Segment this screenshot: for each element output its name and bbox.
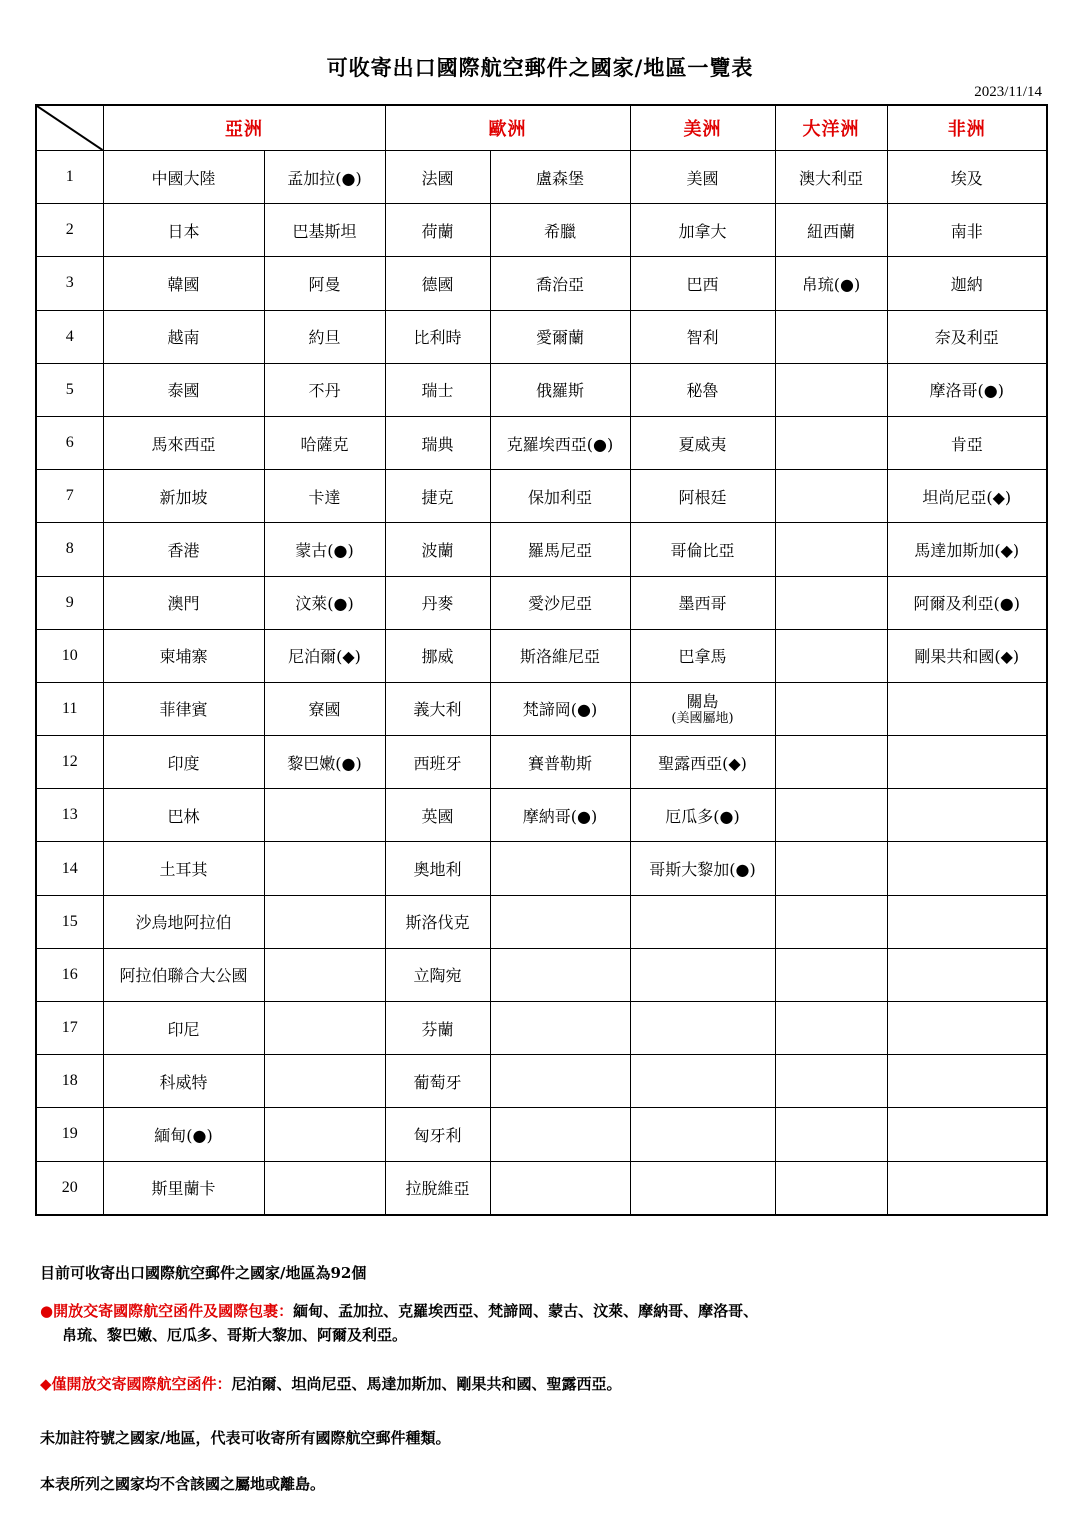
americas-cell: [630, 1055, 775, 1108]
oceania-cell: [775, 682, 887, 735]
table-row: [36, 204, 1047, 257]
table-row: [36, 1161, 1047, 1215]
asia-col2: 孟加拉(●): [264, 151, 385, 204]
americas-cell: 哥斯大黎加(●): [630, 842, 775, 895]
asia-col1: 沙烏地阿拉伯: [103, 895, 264, 948]
oceania-cell: [775, 576, 887, 629]
europe-col1: 瑞典: [385, 416, 490, 469]
row-number: 1: [36, 151, 103, 204]
europe-col1: 丹麥: [385, 576, 490, 629]
table-row: [36, 682, 1047, 735]
europe-col1: 法國: [385, 151, 490, 204]
europe-col2: 賽普勒斯: [490, 736, 630, 789]
americas-cell-main: 關島: [686, 691, 719, 711]
oceania-cell: [775, 363, 887, 416]
africa-cell: 迦納: [887, 257, 1047, 310]
asia-col2: 蒙古(●): [264, 523, 385, 576]
europe-col2: 愛爾蘭: [490, 310, 630, 363]
row-number: 7: [36, 470, 103, 523]
africa-cell: [887, 789, 1047, 842]
header-americas: 美洲: [630, 105, 775, 151]
row-number: 16: [36, 948, 103, 1001]
africa-cell: 馬達加斯加(◆): [887, 523, 1047, 576]
header-row: [36, 105, 1047, 151]
header-europe: 歐洲: [385, 105, 630, 151]
asia-col1: 韓國: [103, 257, 264, 310]
europe-col1: 荷蘭: [385, 204, 490, 257]
row-number: 15: [36, 895, 103, 948]
africa-cell: [887, 1108, 1047, 1161]
africa-cell: [887, 1161, 1047, 1215]
page-title: 可收寄出口國際航空郵件之國家/地區一覽表: [326, 55, 754, 80]
asia-col1: 越南: [103, 310, 264, 363]
europe-col1: 德國: [385, 257, 490, 310]
table-row: [36, 842, 1047, 895]
row-number: 4: [36, 310, 103, 363]
europe-col2: [490, 1055, 630, 1108]
asia-col1: 斯里蘭卡: [103, 1161, 264, 1215]
asia-col2: [264, 1055, 385, 1108]
row-number: 3: [36, 257, 103, 310]
oceania-cell: [775, 1161, 887, 1215]
americas-cell: 巴西: [630, 257, 775, 310]
africa-cell: [887, 895, 1047, 948]
africa-cell: [887, 682, 1047, 735]
exclusion-note: 本表所列之國家均不含該國之屬地或離島。: [40, 1475, 326, 1493]
africa-cell: [887, 948, 1047, 1001]
asia-col1: 泰國: [103, 363, 264, 416]
table-row: [36, 416, 1047, 469]
europe-col1: 西班牙: [385, 736, 490, 789]
table-row: [36, 948, 1047, 1001]
oceania-cell: 紐西蘭: [775, 204, 887, 257]
africa-cell: [887, 1002, 1047, 1055]
europe-col2: 喬治亞: [490, 257, 630, 310]
asia-col1: 馬來西亞: [103, 416, 264, 469]
africa-cell: [887, 736, 1047, 789]
header-africa: 非洲: [887, 105, 1047, 151]
oceania-cell: [775, 1108, 887, 1161]
publish-date: 2023/11/14: [974, 84, 1042, 100]
table-row: [36, 789, 1047, 842]
row-number: 13: [36, 789, 103, 842]
oceania-cell: [775, 736, 887, 789]
row-number: 14: [36, 842, 103, 895]
europe-col2: [490, 1161, 630, 1215]
asia-col1: 澳門: [103, 576, 264, 629]
oceania-cell: [775, 1002, 887, 1055]
europe-col1: 捷克: [385, 470, 490, 523]
oceania-cell: [775, 842, 887, 895]
asia-col2: 卡達: [264, 470, 385, 523]
row-number: 20: [36, 1161, 103, 1215]
asia-col2: 約旦: [264, 310, 385, 363]
europe-col1: 匈牙利: [385, 1108, 490, 1161]
table-row: [36, 1055, 1047, 1108]
europe-col2: 希臘: [490, 204, 630, 257]
unmarked-note: 未加註符號之國家/地區，代表可收寄所有國際航空郵件種類。: [40, 1429, 451, 1447]
europe-col2: [490, 948, 630, 1001]
table-row: [36, 257, 1047, 310]
circle-note-list-2: 帛琉、黎巴嫩、厄瓜多、哥斯大黎加、阿爾及利亞。: [62, 1326, 408, 1344]
asia-col1: 阿拉伯聯合大公國: [103, 948, 264, 1001]
asia-col1: 日本: [103, 204, 264, 257]
asia-col1: 菲律賓: [103, 682, 264, 735]
table-body: [36, 151, 1047, 1215]
americas-cell: [630, 1161, 775, 1215]
americas-cell: 墨西哥: [630, 576, 775, 629]
asia-col2: 尼泊爾(◆): [264, 629, 385, 682]
africa-cell: 摩洛哥(●): [887, 363, 1047, 416]
table-row: [36, 363, 1047, 416]
africa-cell: 南非: [887, 204, 1047, 257]
table-row: [36, 470, 1047, 523]
oceania-cell: [775, 895, 887, 948]
americas-cell: 巴拿馬: [630, 629, 775, 682]
asia-col1: 土耳其: [103, 842, 264, 895]
row-number: 2: [36, 204, 103, 257]
europe-col2: [490, 842, 630, 895]
americas-cell: 加拿大: [630, 204, 775, 257]
americas-cell: [630, 682, 775, 735]
americas-cell: [630, 895, 775, 948]
americas-cell: 夏威夷: [630, 416, 775, 469]
africa-cell: [887, 1055, 1047, 1108]
diamond-note-list: 尼泊爾、坦尚尼亞、馬達加斯加、剛果共和國、聖露西亞。: [231, 1375, 622, 1393]
americas-cell: [630, 1108, 775, 1161]
row-number: 12: [36, 736, 103, 789]
europe-col2: 盧森堡: [490, 151, 630, 204]
africa-cell: 埃及: [887, 151, 1047, 204]
circle-note: [40, 1299, 758, 1347]
europe-col2: 羅馬尼亞: [490, 523, 630, 576]
row-number: 9: [36, 576, 103, 629]
europe-col1: 葡萄牙: [385, 1055, 490, 1108]
africa-cell: 剛果共和國(◆): [887, 629, 1047, 682]
europe-col2: 克羅埃西亞(●): [490, 416, 630, 469]
asia-col1: 新加坡: [103, 470, 264, 523]
asia-col2: [264, 1002, 385, 1055]
europe-col1: 英國: [385, 789, 490, 842]
row-number: 18: [36, 1055, 103, 1108]
table-row: [36, 523, 1047, 576]
asia-col2: 阿曼: [264, 257, 385, 310]
asia-col2: [264, 1161, 385, 1215]
table-row: [36, 895, 1047, 948]
europe-col2: 梵諦岡(●): [490, 682, 630, 735]
asia-col2: 黎巴嫩(●): [264, 736, 385, 789]
table-row: [36, 151, 1047, 204]
row-number: 6: [36, 416, 103, 469]
oceania-cell: [775, 789, 887, 842]
americas-cell: 秘魯: [630, 363, 775, 416]
europe-col1: 瑞士: [385, 363, 490, 416]
americas-cell: 聖露西亞(◆): [630, 736, 775, 789]
asia-col1: 印度: [103, 736, 264, 789]
circle-note-label: ●開放交寄國際航空函件及國際包裹：: [40, 1302, 294, 1320]
europe-col1: 挪威: [385, 629, 490, 682]
americas-cell: 阿根廷: [630, 470, 775, 523]
table-row: [36, 310, 1047, 363]
header-oceania: 大洋洲: [775, 105, 887, 151]
row-number: 5: [36, 363, 103, 416]
asia-col1: 巴林: [103, 789, 264, 842]
europe-col2: 保加利亞: [490, 470, 630, 523]
table-row: [36, 1108, 1047, 1161]
asia-col2: 寮國: [264, 682, 385, 735]
row-number: 8: [36, 523, 103, 576]
asia-col1: 香港: [103, 523, 264, 576]
oceania-cell: [775, 629, 887, 682]
americas-cell: 厄瓜多(●): [630, 789, 775, 842]
table-row: [36, 1002, 1047, 1055]
table-row: [36, 736, 1047, 789]
oceania-cell: 澳大利亞: [775, 151, 887, 204]
americas-cell: [630, 948, 775, 1001]
asia-col2: [264, 842, 385, 895]
americas-cell: 美國: [630, 151, 775, 204]
africa-cell: 奈及利亞: [887, 310, 1047, 363]
table-row: [36, 629, 1047, 682]
europe-col1: 斯洛伐克: [385, 895, 490, 948]
europe-col2: 愛沙尼亞: [490, 576, 630, 629]
oceania-cell: [775, 416, 887, 469]
asia-col2: [264, 895, 385, 948]
europe-col1: 比利時: [385, 310, 490, 363]
asia-col2: [264, 948, 385, 1001]
oceania-cell: [775, 470, 887, 523]
africa-cell: [887, 842, 1047, 895]
africa-cell: 阿爾及利亞(●): [887, 576, 1047, 629]
europe-col1: 義大利: [385, 682, 490, 735]
europe-col1: 芬蘭: [385, 1002, 490, 1055]
table-row: [36, 576, 1047, 629]
americas-cell: 哥倫比亞: [630, 523, 775, 576]
oceania-cell: 帛琉(●): [775, 257, 887, 310]
asia-col1: 科威特: [103, 1055, 264, 1108]
africa-cell: 肯亞: [887, 416, 1047, 469]
asia-col2: [264, 789, 385, 842]
oceania-cell: [775, 948, 887, 1001]
diamond-note: [40, 1373, 622, 1394]
americas-cell: 智利: [630, 310, 775, 363]
diamond-note-label: ◆僅開放交寄國際航空函件：: [40, 1375, 232, 1393]
europe-col2: 摩納哥(●): [490, 789, 630, 842]
europe-col2: [490, 1002, 630, 1055]
oceania-cell: [775, 523, 887, 576]
row-number: 17: [36, 1002, 103, 1055]
asia-col1: 緬甸(●): [103, 1108, 264, 1161]
diagonal-line-icon: [37, 106, 103, 150]
row-number: 10: [36, 629, 103, 682]
corner-cell: [36, 105, 103, 151]
asia-col2: 不丹: [264, 363, 385, 416]
asia-col2: 哈薩克: [264, 416, 385, 469]
americas-cell-note: (美國屬地): [671, 710, 734, 726]
asia-col2: [264, 1108, 385, 1161]
country-table: [35, 104, 1048, 1216]
europe-col2: [490, 1108, 630, 1161]
europe-col1: 波蘭: [385, 523, 490, 576]
row-number: 11: [36, 682, 103, 735]
asia-col1: 印尼: [103, 1002, 264, 1055]
circle-note-list-1: 緬甸、孟加拉、克羅埃西亞、梵諦岡、蒙古、汶萊、摩納哥、摩洛哥、: [293, 1302, 759, 1320]
asia-col2: 巴基斯坦: [264, 204, 385, 257]
europe-col2: 斯洛維尼亞: [490, 629, 630, 682]
total-note: 目前可收寄出口國際航空郵件之國家/地區為92個: [40, 1264, 367, 1282]
africa-cell: 坦尚尼亞(◆): [887, 470, 1047, 523]
row-number: 19: [36, 1108, 103, 1161]
oceania-cell: [775, 1055, 887, 1108]
asia-col1: 柬埔寨: [103, 629, 264, 682]
europe-col2: [490, 895, 630, 948]
europe-col1: 奧地利: [385, 842, 490, 895]
americas-cell: [630, 1002, 775, 1055]
header-asia: 亞洲: [103, 105, 385, 151]
europe-col2: 俄羅斯: [490, 363, 630, 416]
asia-col2: 汶萊(●): [264, 576, 385, 629]
asia-col1: 中國大陸: [103, 151, 264, 204]
europe-col1: 立陶宛: [385, 948, 490, 1001]
europe-col1: 拉脫維亞: [385, 1161, 490, 1215]
oceania-cell: [775, 310, 887, 363]
